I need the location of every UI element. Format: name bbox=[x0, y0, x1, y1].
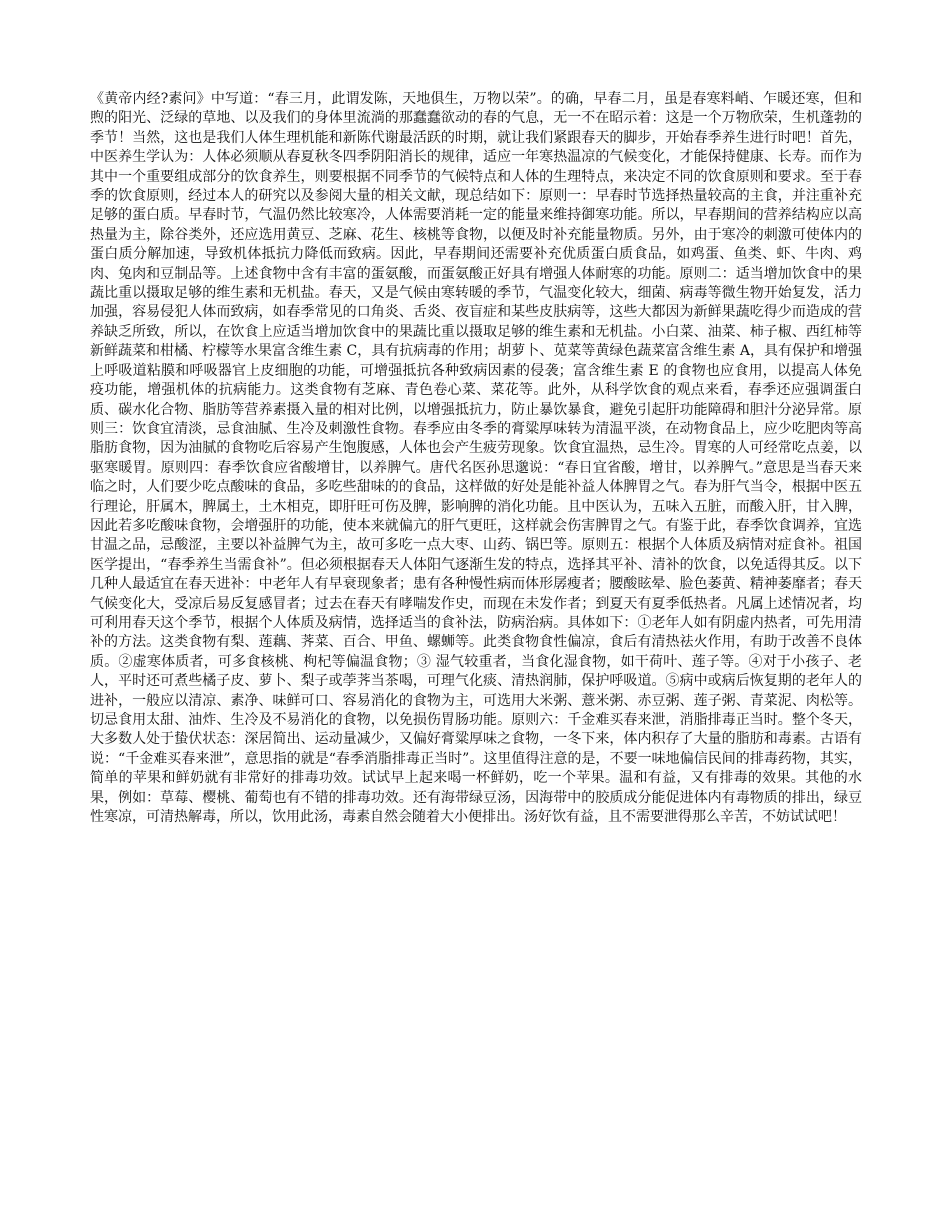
article-body-paragraph: 《黄帝内经?素问》中写道：“春三月，此谓发陈，天地俱生，万物以荣”。的确，早春二月，虽是春寒料峭、乍暖还寒，但和煦的阳光、泛绿的草地、以及我们的身体里流淌的那蠢蠢欲动的春的气息，无一不在昭示着：这是一个万物欣荣，生机蓬勃的季节！当然，这也是我们人体生理机能和新陈代谢最活跃的时期，就让我们紧跟春天的脚步，开始春季养生进行时吧！首先，中医养生学认为：人体必须顺从春夏秋冬四季阴阳消长的规律，适应一年寒热温凉的气候变化，才能保持健康、长寿。而作为其中一个重要组成部分的饮食养生，则要根据不同季节的气候特点和人体的生理特点，来决定不同的饮食原则和要求。至于春季的饮食原则，经过本人的研究以及参阅大量的相关文献，现总结如下：原则一：早春时节选择热量较高的主食，并注重补充足够的蛋白质。早春时节，气温仍然比较寒冷，人体需要消耗一定的能量来维持御寒功能。所以，早春期间的营养结构应以高热量为主，除谷类外，还应选用黄豆、芝麻、花生、核桃等食物，以便及时补充能量物质。另外，由于寒冷的刺激可使体内的蛋白质分解加速，导致机体抵抗力降低而致病。因此，早春期间还需要补充优质蛋白质食品，如鸡蛋、鱼类、虾、牛肉、鸡肉、兔肉和豆制品等。上述食物中含有丰富的蛋氨酸，而蛋氨酸正好具有增强人体耐寒的功能。原则二：适当增加饮食中的果蔬比重以摄取足够的维生素和无机盐。春天，又是气候由寒转暖的季节，气温变化较大，细菌、病毒等微生物开始复发，活力加强，容易侵犯人体而致病，如春季常见的口角炎、舌炎、夜盲症和某些皮肤病等，这些大都因为新鲜果蔬吃得少而造成的营养缺乏所致，所以，在饮食上应适当增加饮食中的果蔬比重以摄取足够的维生素和无机盐。小白菜、油菜、柿子椒、西红柿等新鲜蔬菜和柑橘、柠檬等水果富含维生素 C，具有抗病毒的作用；胡萝卜、苋菜等黄绿色蔬菜富含维生素 A，具有保护和增强上呼吸道粘膜和呼吸器官上皮细胞的功能，可增强抵抗各种致病因素的侵袭；富含维生素 E 的食物也应食用，以提高人体免疫功能，增强机体的抗病能力。这类食物有芝麻、青色卷心菜、菜花等。此外，从科学饮食的观点来看，春季还应强调蛋白质、碳水化合物、脂肪等营养素摄入量的相对比例，以增强抵抗力，防止暴饮暴食，避免引起肝功能障碍和胆汁分泌异常。原则三：饮食宜清淡，忌食油腻、生冷及刺激性食物。春季应由冬季的膏粱厚味转为清温平淡，在动物食品上，应少吃肥肉等高脂肪食物，因为油腻的食物吃后容易产生饱腹感，人体也会产生疲劳现象。饮食宜温热，忌生冷。胃寒的人可经常吃点姜，以驱寒暖胃。原则四：春季饮食应省酸增甘，以养脾气。唐代名医孙思邈说：“春日宜省酸，增甘，以养脾气。”意思是当春天来临之时，人们要少吃点酸味的食品，多吃些甜味的的食品，这样做的好处是能补益人体脾胃之气。春为肝气当令，根据中医五行理论，肝属木，脾属土，土木相克，即肝旺可伤及脾，影响脾的消化功能。且中医认为，五味入五脏，而酸入肝，甘入脾，因此若多吃酸味食物，会增强肝的功能，使本来就偏亢的肝气更旺，这样就会伤害脾胃之气。有鉴于此，春季饮食调养，宜选甘温之品，忌酸涩，主要以补益脾气为主，故可多吃一点大枣、山药、锅巴等。原则五：根据个人体质及病情对症食补。祖国医学提出，“春季养生当需食补”。但必须根据春天人体阳气逐渐生发的特点，选择其平补、清补的饮食，以免适得其反。以下几种人最适宜在春天进补：中老年人有早衰现象者；患有各种慢性病而体形孱瘦者；腰酸眩晕、脸色萎黄、精神萎靡者；春天气候变化大，受凉后易反复感冒者；过去在春天有哮喘发作史，而现在未发作者；到夏天有夏季低热者。凡属上述情况者，均可利用春天这个季节，根据个人体质及病情，选择适当的食补法，防病治病。具体如下：①老年人如有阴虚内热者，可先用清补的方法。这类食物有梨、莲藕、荠菜、百合、甲鱼、螺蛳等。此类食物食性偏凉，食后有清热祛火作用，有助于改善不良体质。②虚寒体质者，可多食核桃、枸杞等偏温食物；③ 湿气较重者，当食化湿食物，如干荷叶、莲子等。④对于小孩子、老人，平时还可煮些橘子皮、萝卜、梨子或荸荠当茶喝，可理气化痰、清热润肺，保护呼吸道。⑤病中或病后恢复期的老年人的进补，一般应以清凉、素净、味鲜可口、容易消化的食物为主，可选用大米粥、薏米粥、赤豆粥、莲子粥、青菜泥、肉松等。切忌食用太甜、油炸、生冷及不易消化的食物，以免损伤胃肠功能。原则六：千金难买春来泄，消脂排毒正当时。整个冬天，大多数人处于蛰伏状态：深居简出、运动量减少，又偏好膏粱厚味之食物，一冬下来，体内积存了大量的脂肪和毒素。古语有说：“千金难买春来泄”，意思指的就是“春季消脂排毒正当时”。这里值得注意的是，不要一味地偏信民间的排毒药物，其实，简单的苹果和鲜奶就有非常好的排毒功效。试试早上起来喝一杯鲜奶，吃一个苹果。温和有益，又有排毒的效果。其他的水果，例如：草莓、樱桃、葡萄也有不错的排毒功效。还有海带绿豆汤，因海带中的胶质成分能促进体内有毒物质的排出，绿豆性寒凉，可清热解毒，所以，饮用此汤，毒素自然会随着大小便排出。汤好饮有益，且不需要泄得那么辛苦，不妨试试吧！ bbox=[90, 91, 862, 826]
document-page bbox=[90, 90, 862, 827]
